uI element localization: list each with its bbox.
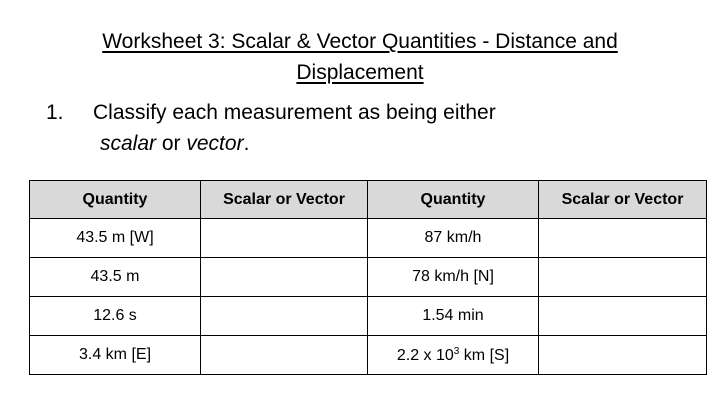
word-scalar: scalar <box>100 132 157 155</box>
quantity-cell-scientific <box>368 336 539 375</box>
quantity-cell: 87 km/h <box>368 219 539 258</box>
quantity-cell: 43.5 m <box>30 258 201 297</box>
question-line-1: Classify each measurement as being either <box>93 101 496 124</box>
quantity-exponent: 3 <box>453 345 460 357</box>
answer-cell[interactable] <box>539 336 707 375</box>
header-scalar-vector-right: Scalar or Vector <box>539 181 707 219</box>
quantity-suffix: km [S] <box>459 346 510 364</box>
worksheet-title <box>0 26 720 88</box>
title-line-1: Worksheet 3: Scalar & Vector Quantities - Distance and <box>102 30 618 53</box>
header-quantity-left: Quantity <box>30 181 201 219</box>
answer-cell[interactable] <box>539 258 707 297</box>
table-row <box>30 219 707 258</box>
classification-table <box>29 180 707 375</box>
answer-cell[interactable] <box>201 258 368 297</box>
answer-cell[interactable] <box>539 219 707 258</box>
answer-cell[interactable] <box>201 297 368 336</box>
quantity-cell: 3.4 km [E] <box>30 336 201 375</box>
answer-cell[interactable] <box>539 297 707 336</box>
question-period: . <box>243 132 250 155</box>
quantity-cell: 78 km/h [N] <box>368 258 539 297</box>
question-number: 1. <box>46 101 64 124</box>
quantity-cell: 43.5 m [W] <box>30 219 201 258</box>
table-row <box>30 297 707 336</box>
header-quantity-right: Quantity <box>368 181 539 219</box>
quantity-cell: 1.54 min <box>368 297 539 336</box>
word-or: or <box>156 132 187 155</box>
quantity-cell: 12.6 s <box>30 297 201 336</box>
title-line-2: Displacement <box>296 61 424 84</box>
question-line-2 <box>93 128 653 159</box>
word-vector: vector <box>186 132 244 155</box>
answer-cell[interactable] <box>201 336 368 375</box>
header-row <box>30 181 707 219</box>
table-row <box>30 258 707 297</box>
quantity-prefix: 2.2 x 10 <box>396 346 454 364</box>
table-row <box>30 336 707 375</box>
answer-cell[interactable] <box>201 219 368 258</box>
question-text <box>93 97 653 159</box>
header-scalar-vector-left: Scalar or Vector <box>201 181 368 219</box>
